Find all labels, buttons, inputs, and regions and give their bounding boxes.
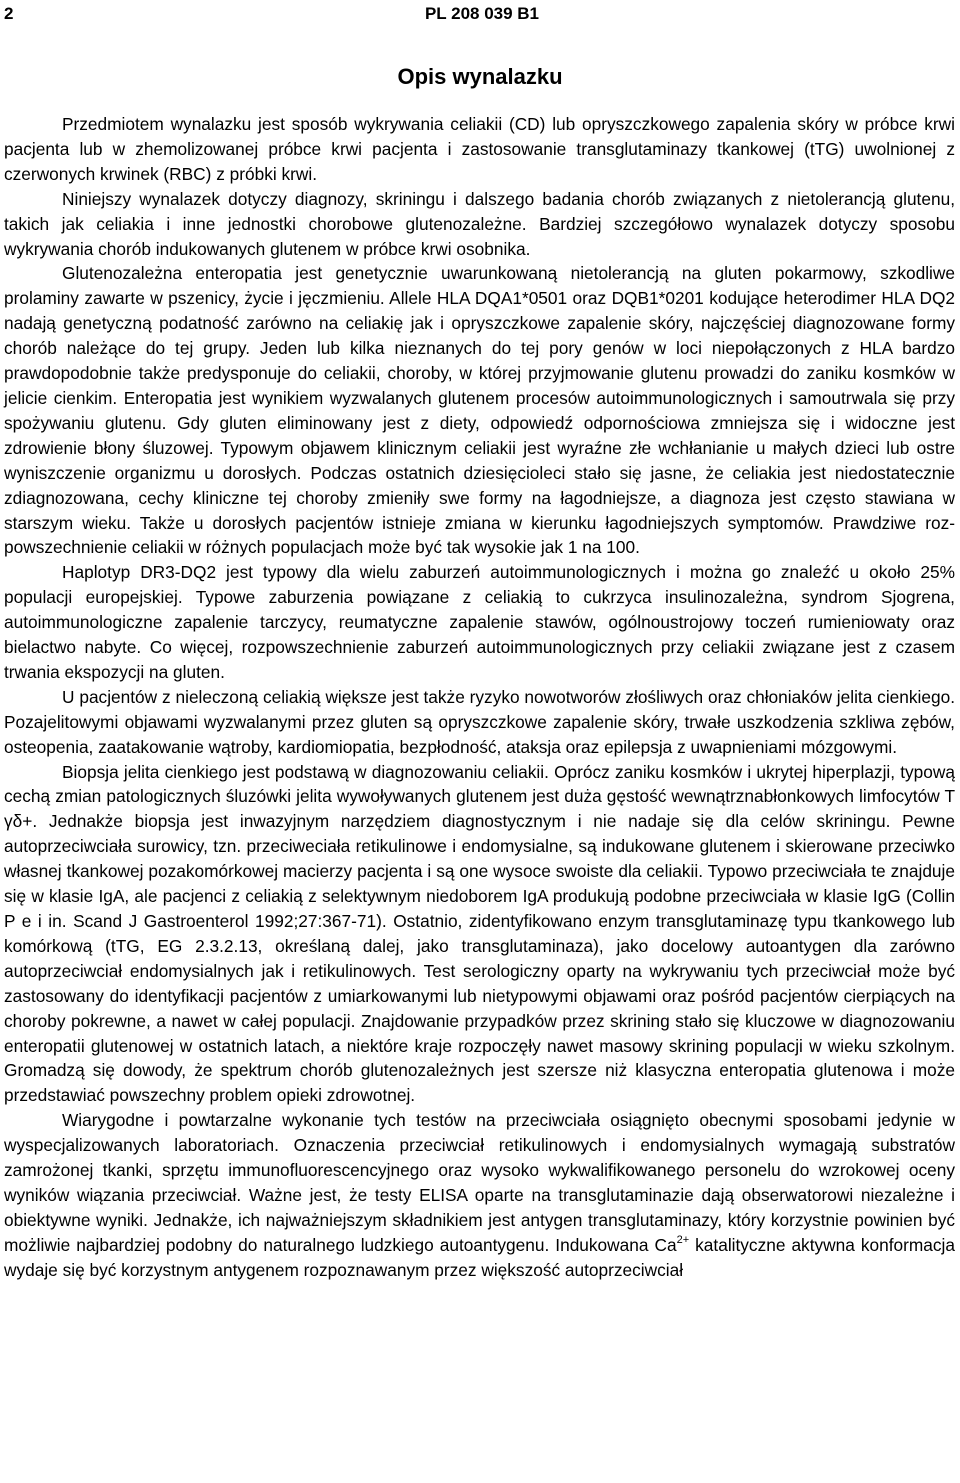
- document-body: [4, 112, 955, 1283]
- superscript: 2+: [676, 1233, 690, 1246]
- paragraph-tail: katalityczne aktywna konformacja wydaje się być korzystnym antygenem rozpoznawanym przez większość autoprzeciwciał: [4, 1234, 955, 1280]
- paragraph: Haplotyp DR3-DQ2 jest typowy dla wielu zaburzeń autoimmunologicznych i można go znaleźć u około 25% populacji europejskiej. Typowe zaburzenia powiązane z celiakią to cukrzyca insulinozależna, syndrom Sjogrena, autoimmunologiczne zapalenie tarczycy, reumatyczne zapalenie stawów, ogólnoustrojowy toczeń rumieniowaty oraz bielactwo nabyte. Co więcej, rozpowszechnienie zaburzeń autoimmunologicznych przy celiakii związane jest z czasem trwania ekspozycji na gluten.: [4, 562, 955, 682]
- page-header: [4, 4, 960, 28]
- paragraph-text: Wiarygodne i powtarzalne wykonanie tych testów na przeciwciała osiągnięto obecnymi sposobami jedynie w wyspecjalizowanych laboratoriach. Oznaczenia przeciwciał retikulinowych i endomysialnych wymagają substratów zamrożonej tkanki, sprzętu immunofluorescencyjnego oraz wysoko wykwalifikowanego personelu do wzrokowej oceny wyników wiązania przeciwciał. Ważne jest, że testy ELISA oparte na transglutaminazie dają obserwatorowi niezależne i obiektywne wyniki. Jednakże, ich najważniejszym składnikiem jest antygen transglutaminazy, który korzystnie powinien być możliwie najbardziej podobny do naturalnego ludzkiego autoantygenu. Indukowana Ca: [4, 1110, 955, 1255]
- page-number: 2: [4, 4, 14, 23]
- paragraph: Niniejszy wynalazek dotyczy diagnozy, skriningu i dalszego badania chorób związanych z nietolerancją glutenu, takich jak celiakia i inne jednostki chorobowe glutenozależne. Bardziej szczegółowo wynalazek dotyczy sposobu wykrywania chorób indukowanych glutenem w próbce krwi osobnika.: [4, 188, 955, 259]
- paragraph: Przedmiotem wynalazku jest sposób wykrywania celiakii (CD) lub opryszczkowego zapalenia skóry w próbce krwi pacjenta lub w zhemolizowanej próbce krwi pacjenta i zastosowanie transglutaminazy tkankowej (tTG) uwolnionej z czerwonych krwinek (RBC) z próbki krwi.: [4, 114, 955, 184]
- paragraph: U pacjentów z nieleczoną celiakią większe jest także ryzyko nowotworów złośliwych oraz chłoniaków jelita cienkiego. Pozajelitowymi objawami wyzwalanymi przez gluten są opryszczkowe zapalenie skóry, trwałe uszkodzenia szkliwa zębów, osteopenia, zaatakowanie wątroby, kardiomiopatia, bezpłodność, ataksja oraz epilepsja z uwapnieniami mózgowymi.: [4, 686, 955, 757]
- paragraph: Glutenozależna enteropatia jest genetycznie uwarunkowaną nietolerancją na gluten pokarmowy, szkodliwe prolaminy zawarte w pszenicy, życie i jęczmieniu. Allele HLA DQA1*0501 oraz DQB1*0201 kodujące heterodimer HLA DQ2 nadają genetyczną podatność zarówno na celiakię jak i opryszczkowe zapalenie skóry, najczęściej diagnozowane formy chorób należące do tej grupy. Jeden lub kilka nieznanych do tej pory genów w loci niepołączonych z HLA bardzo prawdopodobnie także predysponuje do celiakii, choroby, w której przyjmowanie glutenu prowadzi do zaniku kosmków w jelicie cienkim. Enteropatia jest wynikiem wyzwalanych glutenem procesów autoimmunologicznych i samoutrwala się przy spożywaniu glutenu. Gdy gluten eliminowany jest z diety, odpowiedź odpornościowa zmniejsza się i widoczne jest zdrowienie błony śluzowej. Typowym objawem klinicznym celiakii jest wyraźne złe wchłanianie u małych dzieci lub ostre wyniszczenie organizmu u dorosłych. Podczas ostatnich dziesięcioleci stało się jasne, że celiakia jest niedostatecznie zdiagnozowana, cechy kliniczne tej choroby zmieniły swe formy na łagodniejsze, a diagnoza jest często stawiana w starszym wieku. Także u dorosłych pacjentów istnieje zmiana w kierunku łagodniejszych symptomów. Prawdziwe rozpowszechnienie celiakii w różnych populacjach może być tak wysokie jak 1 na 100.: [4, 263, 955, 558]
- section-title: Opis wynalazku: [397, 64, 563, 89]
- document-id: PL 208 039 B1: [424, 4, 540, 23]
- paragraph-last: [4, 1108, 955, 1282]
- paragraph: Biopsja jelita cienkiego jest podstawą w diagnozowaniu celiakii. Oprócz zaniku kosmków i ukrytej hiperplazji, typową cechą zmian patologicznych śluzówki jelita wywoływanych glutenem jest duża gęstość wewnątrznabłonkowych limfocytów T γδ+. Jednakże biopsja jest inwazyjnym narzędziem diagnostycznym i nie nadaje się dla celów skriningu. Pewne autoprzeciwciała surowicy, tzn. przeciweciała retikulinowe i endomysialne, są indukowane glutenem i skierowane przeciwko własnej tkankowej pozakomórkowej macierzy pacjenta i są one wysoce swoiste dla celiakii. Typowo przeciwciała te znajduje się w klasie IgA, ale pacjenci z celiakią z selektywnym niedoborem IgA produkują podobne przeciwciała w klasie IgG (Collin P e i in. Scand J Gastroenterol 1992;27:367-71). Ostatnio, zidentyfikowano enzym transglutaminazę typu tkankowego lub komórkową (tTG, EG 2.3.2.13, określaną dalej, jako transglutaminaza), jako docelowy autoantygen dla zarówno autoprzeciwciał endomysialnych jak i retikulinowych. Test serologiczny oparty na wykrywaniu tych przeciwciał może być zastosowany do identyfikacji pacjentów z umiarkowanymi lub nietypowymi objawami oraz pośród pacjentów cierpiących na choroby pokrewne, a nawet w całej populacji. Znajdowanie przypadków przez skrining stało się kluczowe w diagnozowaniu enteropatii glutenowej w ostatnich latach, a niektóre kraje rozpoczęły nawet masowy skrining populacji w wieku szkolnym. Gromadzą się dowody, że spektrum chorób glutenozależnych jest szersze niż klasyczna enteropatia glutenowa i może przedstawiać powszechny problem opieki zdrowotnej.: [4, 761, 955, 1106]
